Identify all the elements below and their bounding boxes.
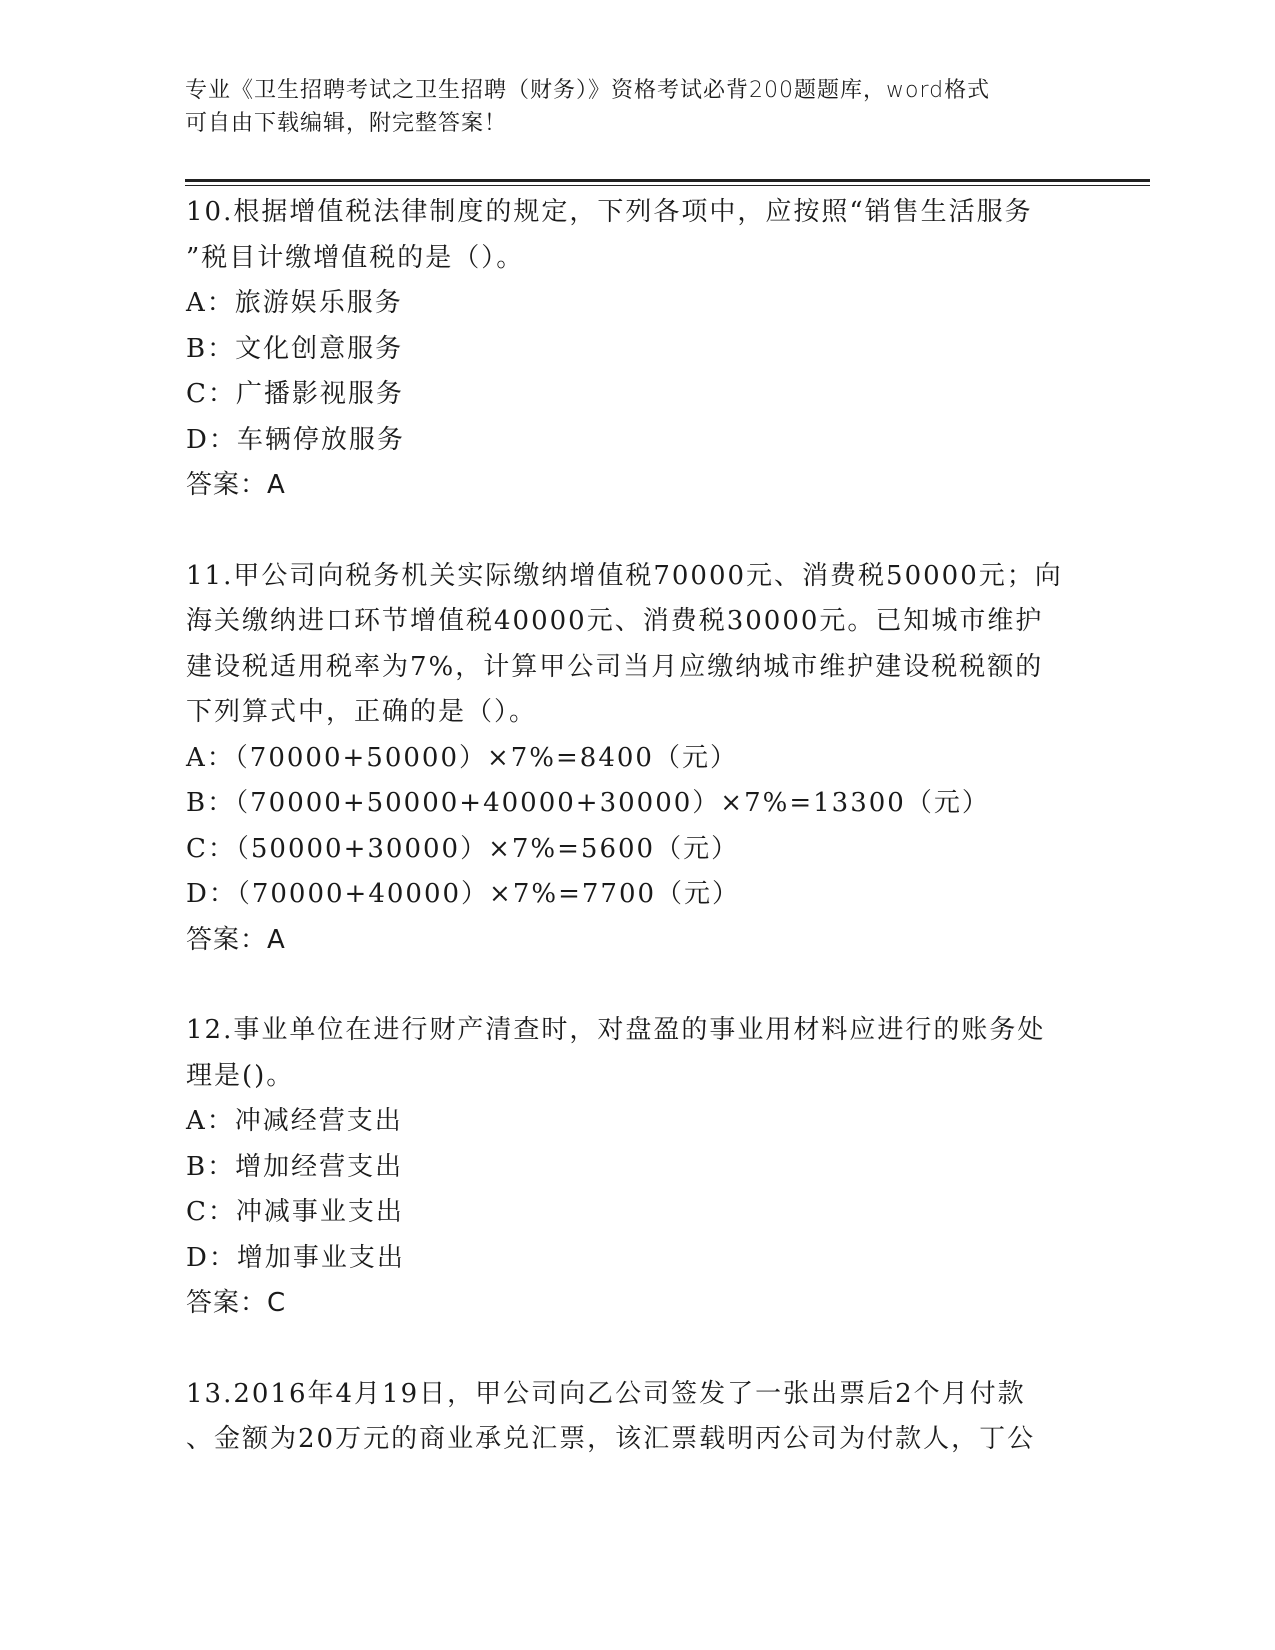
question-block [186,1008,1086,1327]
question-stem-line: 海关缴纳进口环节增值税40000元、消费税30000元。已知城市维护 [186,606,1044,636]
option-a: A：（70000+50000）×7%=8400（元） [186,742,738,773]
option-b: B：增加经营支出 [186,1151,404,1182]
header-divider-thin [185,185,1150,186]
question-stem-line: 11.甲公司向税务机关实际缴纳增值税70000元、消费税50000元；向 [186,560,1063,591]
option-b: B：文化创意服务 [186,333,404,364]
option-d: D：车辆停放服务 [186,424,405,455]
document-header [185,74,1065,140]
option-b: B：（70000+50000+40000+30000）×7%=13300（元） [186,788,990,818]
question-stem-line: ”税目计缴增值税的是（）。 [186,242,525,273]
option-d: D：增加事业支出 [186,1242,405,1273]
option-c: C：（50000+30000）×7%=5600（元） [186,833,740,864]
question-block [186,1372,1086,1463]
option-a: A：冲减经营支出 [186,1106,403,1136]
question-stem-line: 13.2016年4月19日，甲公司向乙公司签发了一张出票后2个月付款 [186,1378,1026,1409]
question-stem-line: 10.根据增值税法律制度的规定，下列各项中，应按照“销售生活服务 [186,197,1033,227]
option-a: A：旅游娱乐服务 [186,288,403,318]
question-block [186,554,1086,964]
option-c: C：广播影视服务 [186,379,404,409]
question-list [186,190,1086,1463]
answer-line: 答案：C [186,1288,287,1318]
answer-line: 答案：A [186,924,286,955]
option-d: D：（70000+40000）×7%=7700（元） [186,879,741,909]
question-stem-line: 12.事业单位在进行财产清查时，对盘盈的事业用材料应进行的账务处 [186,1015,1046,1045]
header-line-2: 可自由下载编辑，附完整答案！ [185,111,508,136]
question-block [186,190,1086,509]
question-stem-line: 、金额为20万元的商业承兑汇票，该汇票载明丙公司为付款人，丁公 [186,1424,1036,1454]
question-stem-line: 建设税适用税率为7%，计算甲公司当月应缴纳城市维护建设税税额的 [186,651,1044,682]
header-divider-thick [185,179,1150,182]
question-stem-line: 下列算式中，正确的是（）。 [186,697,538,727]
option-c: C：冲减事业支出 [186,1197,404,1227]
answer-line: 答案：A [186,470,286,500]
question-stem-line: 理是()。 [186,1060,295,1091]
header-line-1: 专业《卫生招聘考试之卫生招聘（财务）》资格考试必背200题题库，word格式 [185,78,991,103]
